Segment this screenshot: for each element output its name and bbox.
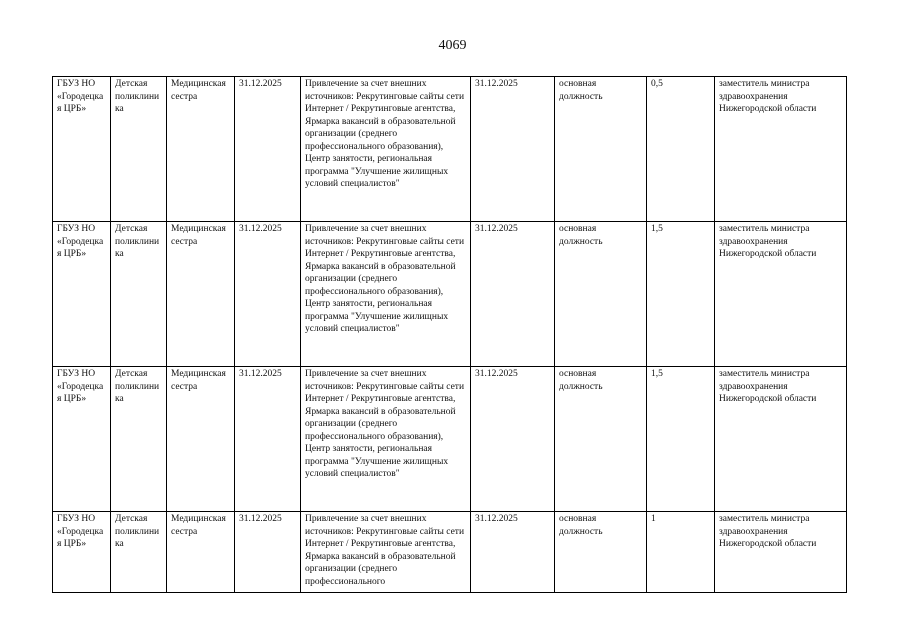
cell-org xyxy=(53,512,111,593)
cell-position: Медицинская сестра xyxy=(167,367,235,512)
cell-responsible: заместитель министра здравоохранения Нижегородской области xyxy=(715,77,847,222)
cell-responsible: заместитель министра здравоохранения Нижегородской области xyxy=(715,222,847,367)
cell-deadline-text: 31.12.2025 xyxy=(239,514,282,524)
cell-rate-text: 1 xyxy=(651,514,656,524)
cell-position xyxy=(167,512,235,593)
table-row xyxy=(53,367,847,512)
cell-employment: основная должность xyxy=(555,367,647,512)
cell-date: 31.12.2025 xyxy=(471,222,555,367)
table-row xyxy=(53,77,847,222)
cell-date: 31.12.2025 xyxy=(471,77,555,222)
cell-employment: основная должность xyxy=(555,77,647,222)
cell-responsible xyxy=(715,512,847,593)
staffing-table xyxy=(52,76,847,593)
table-row xyxy=(53,222,847,367)
cell-org: ГБУЗ НО «Городецкая ЦРБ» xyxy=(53,367,111,512)
cell-measures-text: Привлечение за счет внешних источников: Рекрутинговые сайты сети Интернет / Рекрутинговые агентства, Ярмарка вакансий в образовательной организации (среднего профессионального xyxy=(305,514,465,587)
cell-deadline xyxy=(235,512,301,593)
cell-unit: Детская поликлиника xyxy=(111,367,167,512)
cell-deadline: 31.12.2025 xyxy=(235,222,301,367)
cell-org: ГБУЗ НО «Городецкая ЦРБ» xyxy=(53,222,111,367)
cell-unit-text: Детская поликлиника xyxy=(115,514,160,549)
table-row xyxy=(53,512,847,593)
page-number: 4069 xyxy=(438,38,467,53)
cell-rate xyxy=(647,512,715,593)
cell-rate: 0,5 xyxy=(647,77,715,222)
cell-measures xyxy=(301,512,471,593)
cell-rate: 1,5 xyxy=(647,367,715,512)
cell-date: 31.12.2025 xyxy=(471,367,555,512)
cell-employment: основная должность xyxy=(555,222,647,367)
cell-employment xyxy=(555,512,647,593)
cell-unit: Детская поликлиника xyxy=(111,77,167,222)
cell-measures: Привлечение за счет внешних источников: Рекрутинговые сайты сети Интернет / Рекрутинговые агентства, Ярмарка вакансий в образовательной организации (среднего профессионального образования), Центр занятости, региональная программа "Улучшение жилищных условий специалистов" xyxy=(301,367,471,512)
cell-org: ГБУЗ НО «Городецкая ЦРБ» xyxy=(53,77,111,222)
cell-unit xyxy=(111,512,167,593)
cell-responsible: заместитель министра здравоохранения Нижегородской области xyxy=(715,367,847,512)
cell-measures: Привлечение за счет внешних источников: Рекрутинговые сайты сети Интернет / Рекрутинговые агентства, Ярмарка вакансий в образовательной организации (среднего профессионального образования), Центр занятости, региональная программа "Улучшение жилищных условий специалистов" xyxy=(301,77,471,222)
cell-unit: Детская поликлиника xyxy=(111,222,167,367)
cell-employment-text: основная должность xyxy=(559,514,603,537)
cell-position-text: Медицинская сестра xyxy=(171,514,226,537)
cell-deadline: 31.12.2025 xyxy=(235,77,301,222)
cell-position: Медицинская сестра xyxy=(167,77,235,222)
cell-measures: Привлечение за счет внешних источников: Рекрутинговые сайты сети Интернет / Рекрутинговые агентства, Ярмарка вакансий в образовательной организации (среднего профессионального образования), Центр занятости, региональная программа "Улучшение жилищных условий специалистов" xyxy=(301,222,471,367)
cell-responsible-text: заместитель министра здравоохранения Нижегородской области xyxy=(719,514,817,549)
cell-org-text: ГБУЗ НО «Городецкая ЦРБ» xyxy=(57,514,104,549)
cell-deadline: 31.12.2025 xyxy=(235,367,301,512)
cell-position: Медицинская сестра xyxy=(167,222,235,367)
cell-rate: 1,5 xyxy=(647,222,715,367)
cell-date-text: 31.12.2025 xyxy=(475,514,518,524)
cell-date xyxy=(471,512,555,593)
